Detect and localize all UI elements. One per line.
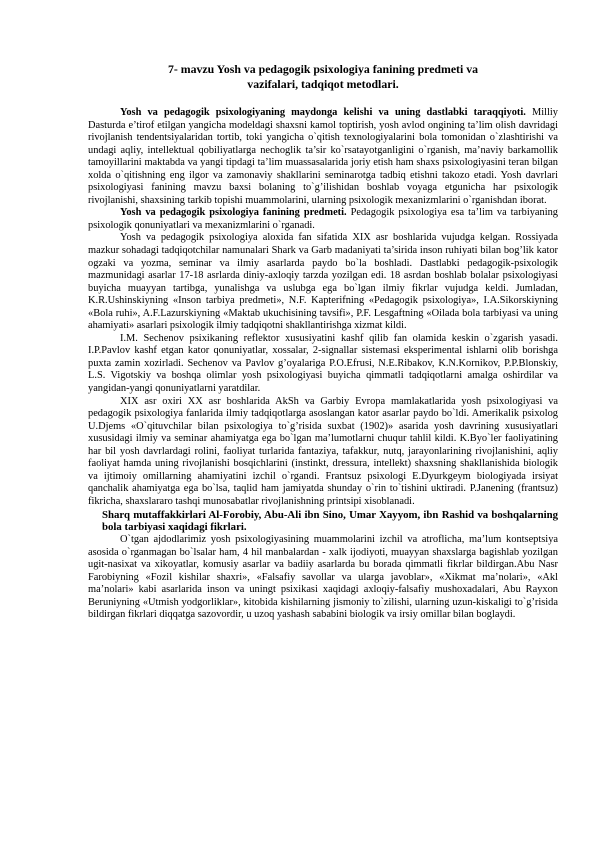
paragraph-2-text: Pedagogik psixologiya esa ta’lim va tarbiyaning psixologik qonuniyatlari va mexanizmlarini o`rganadi. (88, 207, 558, 231)
paragraph-2 (88, 207, 558, 232)
paragraph-4: I.M. Sechenov psixikaning reflektor xususiyatini kashf qilib fan olamida keskin o`zgarish yasadi. I.P.Pavlov kashf etgan kator qonuniyatlar, xossalar, 2-signallar sistemasi eksperimental ishlarni olib borishga puxta zamin xozirladi. Sechenov va Pavlov g’oyalariga P.O.Efrusi, N.E.Ribakov, K.N.Kornikov, P.P.Blonskiy, L.S. Vigotskiy va boshqa olimlar yosh psixologiyasi buyicha qimmatli tadqiqotlarni amalga oshirdilar va yangidan-yangi qonuniyatlarni yaratdilar. (88, 332, 558, 395)
paragraph-1 (88, 107, 558, 207)
section-heading: Sharq mutaffakkirlari Al-Forobiy, Abu-Ali ibn Sino, Umar Xayyom, ibn Rashid va boshqalarning bola tarbiyasi xaqidagi fikrlari. (102, 508, 558, 534)
paragraph-3: Yosh va pedagogik psixologiya aloxida fan sifatida XIX asr boshlarida vujudga kelgan. Rossiyada mazkur sohadagi tadqiqotchilar namunalari Shark va Garb madaniyati ta’sirida inson ruhiyati bilan bog’lik kator ogzaki va yozma, seminar va ilmiy asarlarda paydo bo`la boshladi. Dastlabki pedagogik-psixologik mazmunidagi asarlar 17-18 asrlarda diniy-axloqiy tarzda yozilgan edi. 18 asrdan boshlab bolalar psixologiyasi buyicha muayyan tartibga, yunalishga va uslubga ega bo`lgan ilmiy fikrlar vujudga keldi. Jumladan, K.R.Ushinskiyning «Inson tarbiya predmeti», N.F. Kapterifning «Pedagogik psixologiya», I.A.Sikorskiyning «Bola ruhi», A.F.Lazurskiyning «Maktab ukuchisining tavsifi», P.F. Lesgaftning «Oilada bola tarbiyasi va uning ahamiyati» asarlari psixologik ilmiy tadqiqotni shakllantirishga xizmat kildi. (88, 232, 558, 332)
title-line-1: 7- mavzu Yosh va pedagogik psixologiya fanining predmeti va (167, 62, 479, 76)
paragraph-1-text: Milliy Dasturda e’tirof etilgan yangicha modeldagi shaxsni kamol toptirish, yosh avlod ongining ta’lim olish davridagi rivojlanish tendentsiyalaridan tortib, toki yangicha o`qitish texnologiyalarini bola tomonidan o`zlashtirishi va undagi aqliy, intellektual qobiliyatlarga nechoglik ta’sir ko`rsatayotganligini o`rganish, ma’naviy barkamollik tamoyillarini maktabda va yangi tipdagi ta’lim muassasalarida joriy etish ham shaxs psixologiyasini teran bilgan xolda o`qitishning eng ilgor va zamonaviy shakllarini seminarotga tadbiq etishni takozo etadi. Yosh davrlari psixologiyasi fanining mavzu baxsi bolaning to`g’ilishidan boshlab voyaga etgunicha har psixologik rivojlanishi, shaxsining tarkib topishi muammolarini, ularning psixologik mexanizmlarini o`rganishdan iborat. (88, 107, 558, 206)
paragraph-2-heading: Yosh va pedagogik psixologiya fanining predmeti. (120, 207, 347, 219)
document-page (88, 62, 558, 622)
paragraph-1-heading: Yosh va pedagogik psixologiyaning maydonga kelishi va uning dastlabki taraqqiyoti. (120, 107, 526, 118)
title-line-2: vazifalari, tadqiqot metodlari. (247, 76, 399, 91)
document-title (88, 62, 558, 91)
paragraph-6: O`tgan ajdodlarimiz yosh psixologiyasining muammolarini izchil va atroflicha, ma’lum kontseptsiya asosida o`rganmagan bo`lsalar ham, 4 hil manbalardan - xalk ijodiyoti, muayyan shaxslarga bagishlab yozilgan ugit-nasixat va xikoyatlar, komusiy asarlar va badiiy asarlarda bu borada qimmatli fikrlar bildirgan.Abu Nasr Farobiyning «Fozil kishilar shaxri», «Falsafiy savollar va ularga javoblar», «Xikmat ma’nolari», «Akl ma’nolari» kabi asarlarida inson va uningt psixikasi xaqidagi axloqiy-falsafiy mushoxadalari, Abu Rayxon Beruniyning «Utmish yodgorliklar», kitobida kishilarning jismoniy to`zilishi, ularning uzun-kiskaligi to`g’risida bildirgan fikrlari diqqatga sazovordir, u uzoq yashash sababini biologik va irsiy omillar bilan boglaydi. (88, 534, 558, 621)
paragraph-5: XIX asr oxiri XX asr boshlarida AkSh va Garbiy Evropa mamlakatlarida yosh psixologiyasi va pedagogik psixologiya fanlarida ilmiy tadqiqotlarga asoslangan kator asarlar paydo bo`ldi. Amerikalik psixolog U.Djems «O`qituvchilar bilan psixologiya to`g’risida suxbat (1902)» asarida yosh davrining xususiyatlari xususidagi ilmiy va seminar ahamiyatga ega bo`lgan ma’lumotlarni chuqur tahlil kildi. K.Byo`ler faoliyatining har bil yosh davrlardagi rolini, faoliyat turlarida fantaziya, tafakkur, nutq, jarayonlarining rivojlanishini, aqliy faoliyat hamda uning rivojlanishi bosqichlarini (instinkt, dressura, intellekt) shaxsning shakllanishida biologik va ijtimoiy omillarning ahamiyatini izchil o`rgandi. Frantsuz psixologi E.Dyurkgeym biologiyada irsiyat qanchalik ahamiyatga ega bo`lsa, taqlid ham jamiyatda shunday o`rin to`tishini uktiradi. P.Janening (frantsuz) fikricha, shaxslararo tashqi munosabatlar rivojlanishning printsipi xisoblanadi. (88, 395, 558, 507)
